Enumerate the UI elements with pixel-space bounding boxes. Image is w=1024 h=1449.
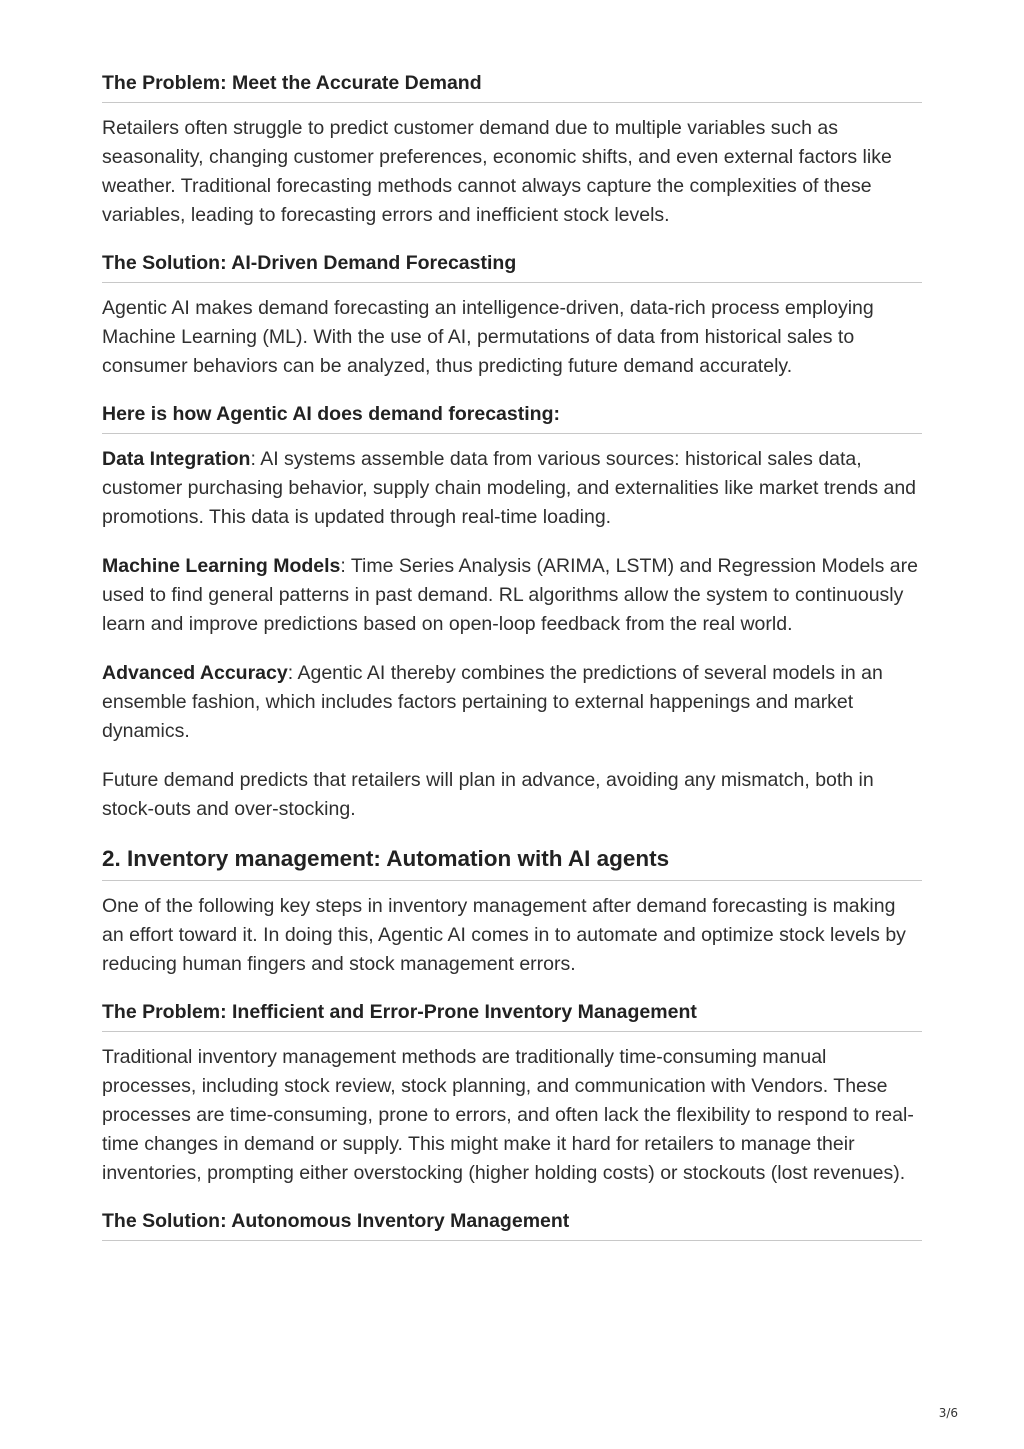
- inventory-solution-heading: The Solution: Autonomous Inventory Management: [102, 1208, 922, 1241]
- data-integration-text: : AI systems assemble data from various sources: historical sales data, customer purchasing behavior, supply chain modeling, and externalities like market trends and promotions. This data is updated through real-time loading.: [102, 448, 917, 528]
- how-heading: Here is how Agentic AI does demand forecasting:: [102, 401, 922, 434]
- document-page: [102, 70, 922, 1252]
- ml-models-text: : Time Series Analysis (ARIMA, LSTM) and Regression Models are used to find general patterns in past demand. RL algorithms allow the system to continuously learn and improve predictions based on open-loop feedback from the real world.: [102, 555, 918, 635]
- ml-models-term: Machine Learning Models: [102, 555, 341, 577]
- inventory-paragraph: One of the following key steps in inventory management after demand forecasting is making an effort toward it. In doing this, Agentic AI comes in to automate and optimize stock levels by reducing human fingers and stock management errors.: [102, 895, 906, 975]
- problem-heading: The Problem: Meet the Accurate Demand: [102, 70, 922, 103]
- data-integration-paragraph: [102, 445, 922, 532]
- advanced-accuracy-term: Advanced Accuracy: [102, 662, 288, 684]
- data-integration-term: Data Integration: [102, 448, 251, 470]
- inventory-heading: 2. Inventory management: Automation with AI agents: [102, 844, 922, 881]
- advanced-accuracy-paragraph: [102, 659, 922, 746]
- solution-paragraph: Agentic AI makes demand forecasting an intelligence-driven, data-rich process employing Machine Learning (ML). With the use of AI, permutations of data from historical sales to consumer behaviors can be analyzed, thus predicting future demand accurately.: [102, 297, 874, 377]
- page-number: 3/6: [938, 1406, 958, 1420]
- inventory-problem-heading: The Problem: Inefficient and Error-Prone Inventory Management: [102, 999, 922, 1032]
- advanced-accuracy-text: : Agentic AI thereby combines the predictions of several models in an ensemble fashion, which includes factors pertaining to external happenings and market dynamics.: [102, 662, 883, 742]
- ml-models-paragraph: [102, 552, 922, 639]
- solution-heading: The Solution: AI-Driven Demand Forecasting: [102, 250, 922, 283]
- inventory-problem-paragraph: Traditional inventory management methods are traditionally time-consuming manual processes, including stock review, stock planning, and communication with Vendors. These processes are time-consuming, prone to errors, and often lack the flexibility to respond to real-time changes in demand or supply. This might make it hard for retailers to manage their inventories, prompting either overstocking (higher holding costs) or stockouts (lost revenues).: [102, 1046, 914, 1184]
- future-demand-paragraph: Future demand predicts that retailers will plan in advance, avoiding any mismatch, both in stock-outs and over-stocking.: [102, 769, 874, 820]
- problem-paragraph: Retailers often struggle to predict customer demand due to multiple variables such as seasonality, changing customer preferences, economic shifts, and even external factors like weather. Traditional forecasting methods cannot always capture the complexities of these variables, leading to forecasting errors and inefficient stock levels.: [102, 117, 892, 226]
